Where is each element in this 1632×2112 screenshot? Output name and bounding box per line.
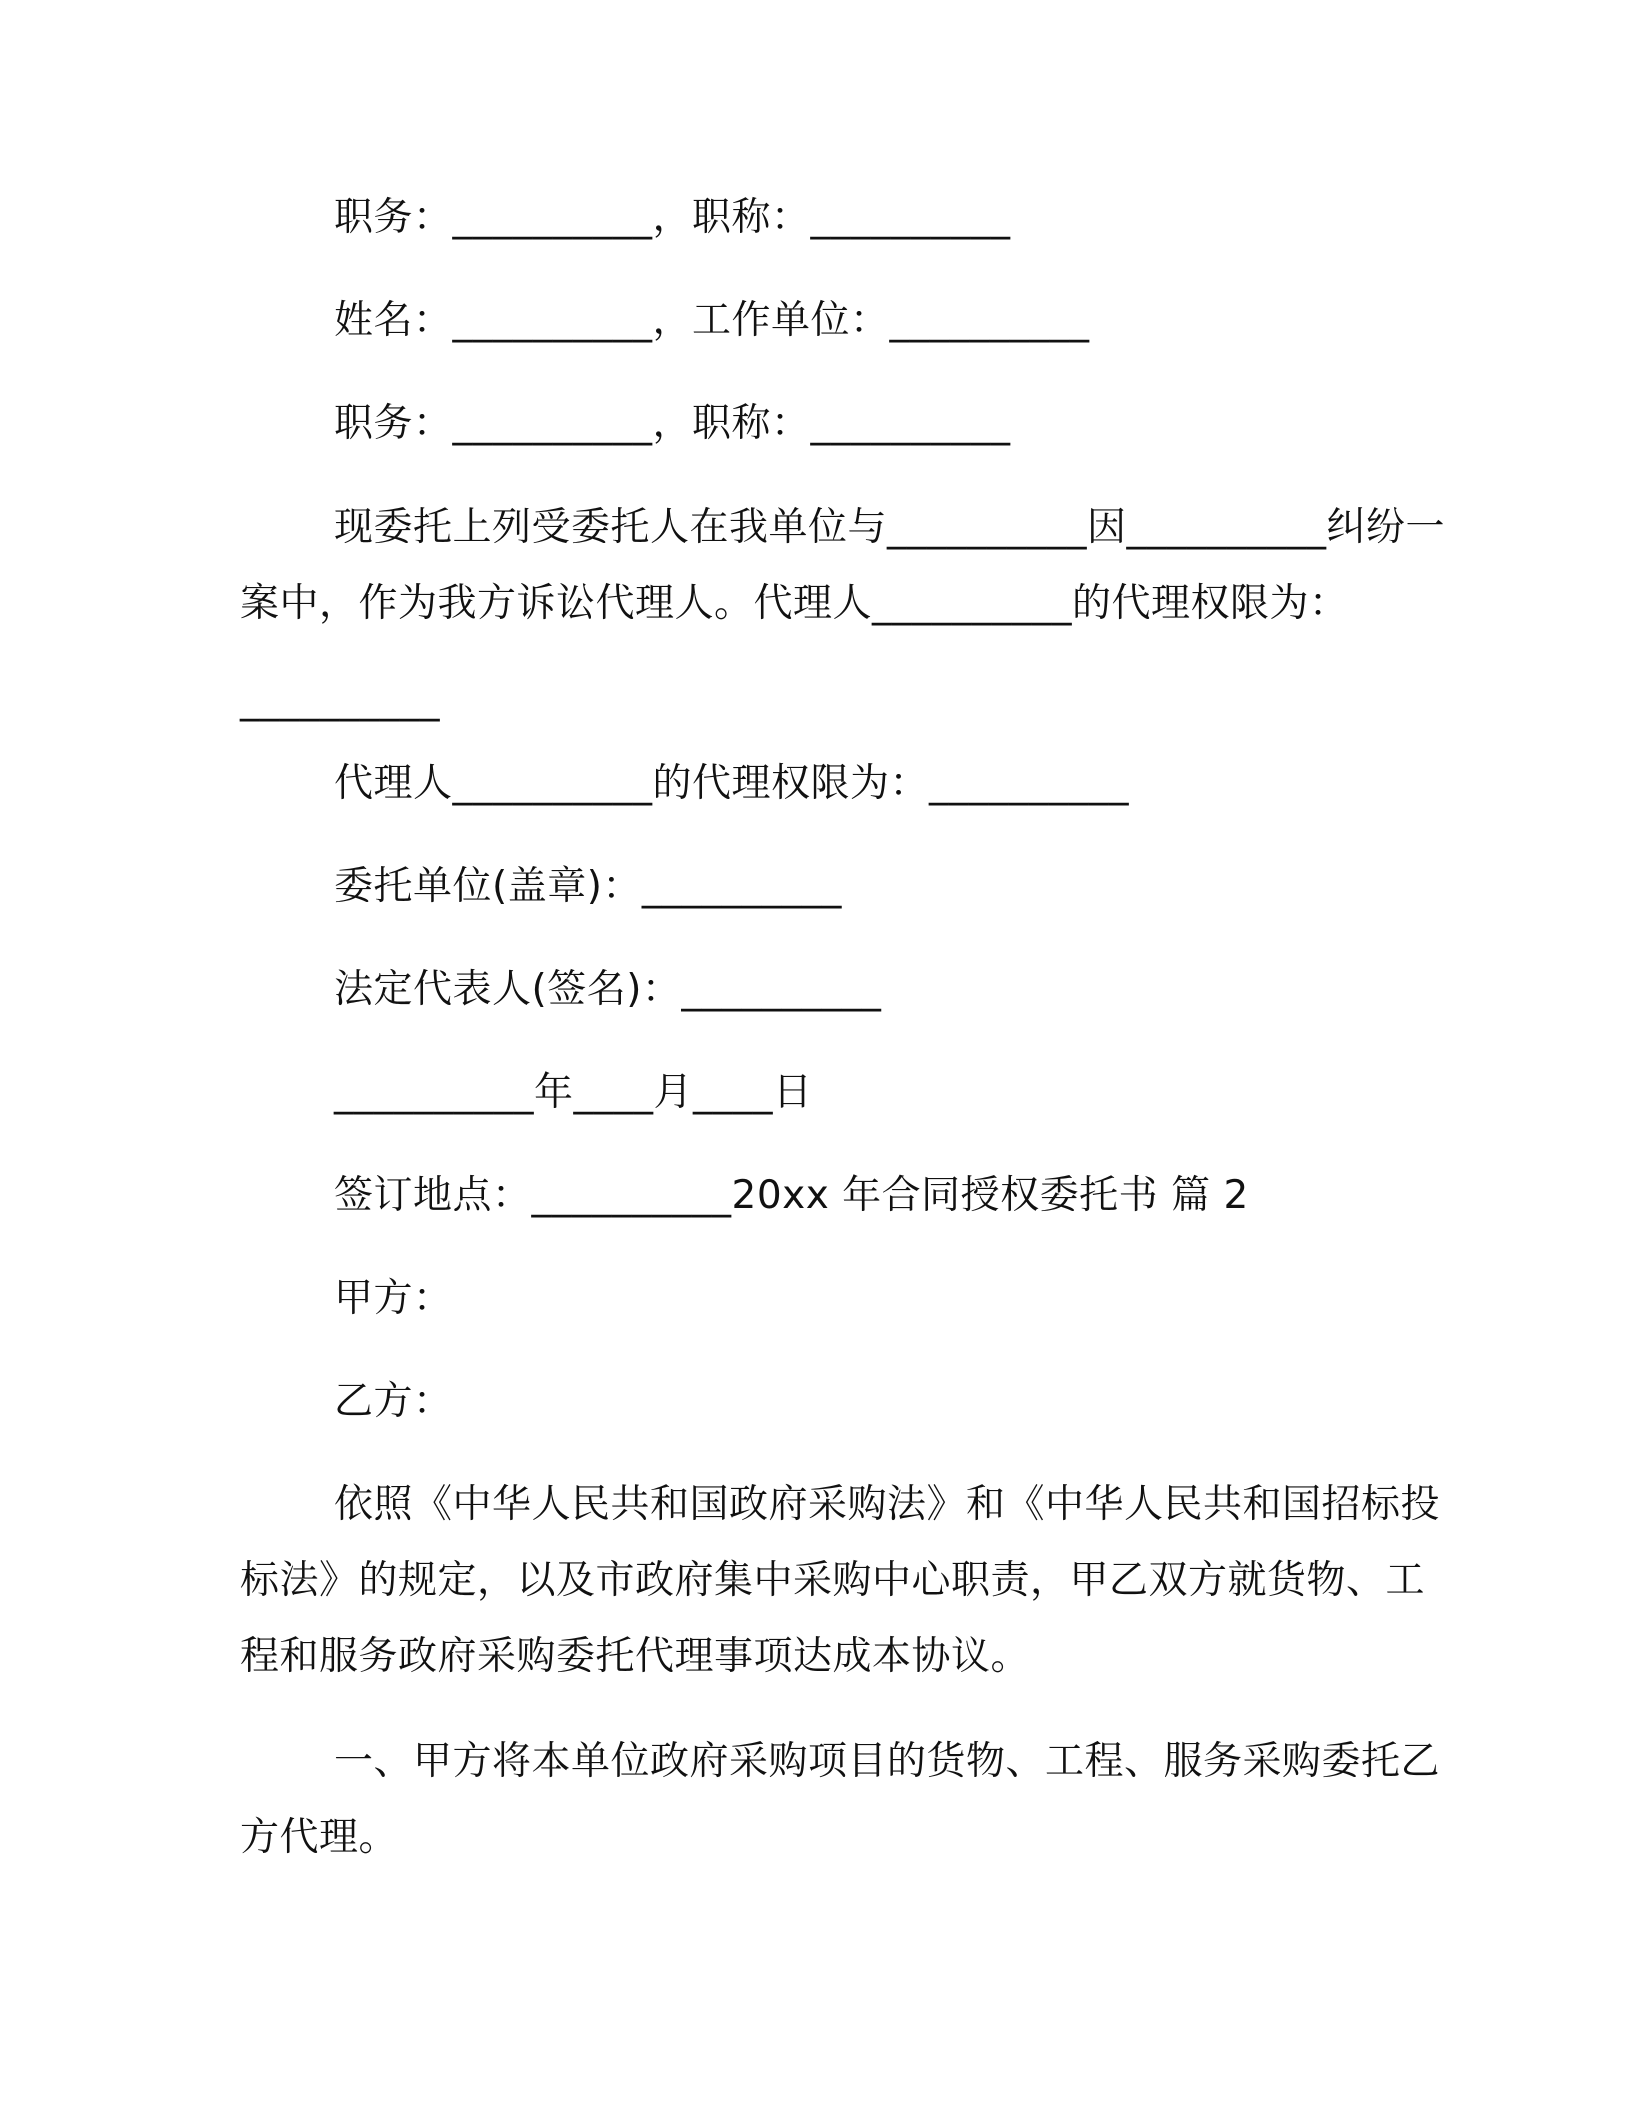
name-workplace-line: 姓名：__________，工作单位：__________ xyxy=(334,298,1090,343)
entrust-paragraph-line-3: __________ xyxy=(240,677,440,722)
entrusting-unit-seal-line: 委托单位(盖章)：__________ xyxy=(334,864,842,909)
date-line: __________年____月____日 xyxy=(334,1070,813,1115)
clause-one-line-1: 一、甲方将本单位政府采购项目的货物、工程、服务采购委托乙 xyxy=(334,1739,1441,1784)
agent-authority-line: 代理人__________的代理权限为：__________ xyxy=(334,761,1130,806)
law-basis-paragraph-line-3: 程和服务政府采购委托代理事项达成本协议。 xyxy=(240,1634,1031,1679)
law-basis-paragraph-line-1: 依照《中华人民共和国政府采购法》和《中华人民共和国招标投 xyxy=(334,1482,1441,1527)
law-basis-paragraph-line-2: 标法》的规定，以及市政府集中采购中心职责，甲乙双方就货物、工 xyxy=(240,1558,1426,1603)
clause-one-line-2: 方代理。 xyxy=(240,1815,399,1860)
party-a-line: 甲方： xyxy=(334,1276,453,1321)
position-title-line-1: 职务：__________，职称：__________ xyxy=(334,195,1011,240)
position-title-line-2: 职务：__________，职称：__________ xyxy=(334,401,1011,446)
legal-rep-signature-line: 法定代表人(签名)：__________ xyxy=(334,967,882,1012)
signing-place-line: 签订地点：__________20xx 年合同授权委托书 篇 2 xyxy=(334,1173,1249,1218)
entrust-paragraph-line-1: 现委托上列受委托人在我单位与__________因__________纠纷一 xyxy=(334,505,1446,550)
party-b-line: 乙方： xyxy=(334,1379,453,1424)
entrust-paragraph-line-2: 案中，作为我方诉讼代理人。代理人__________的代理权限为： xyxy=(240,581,1349,626)
